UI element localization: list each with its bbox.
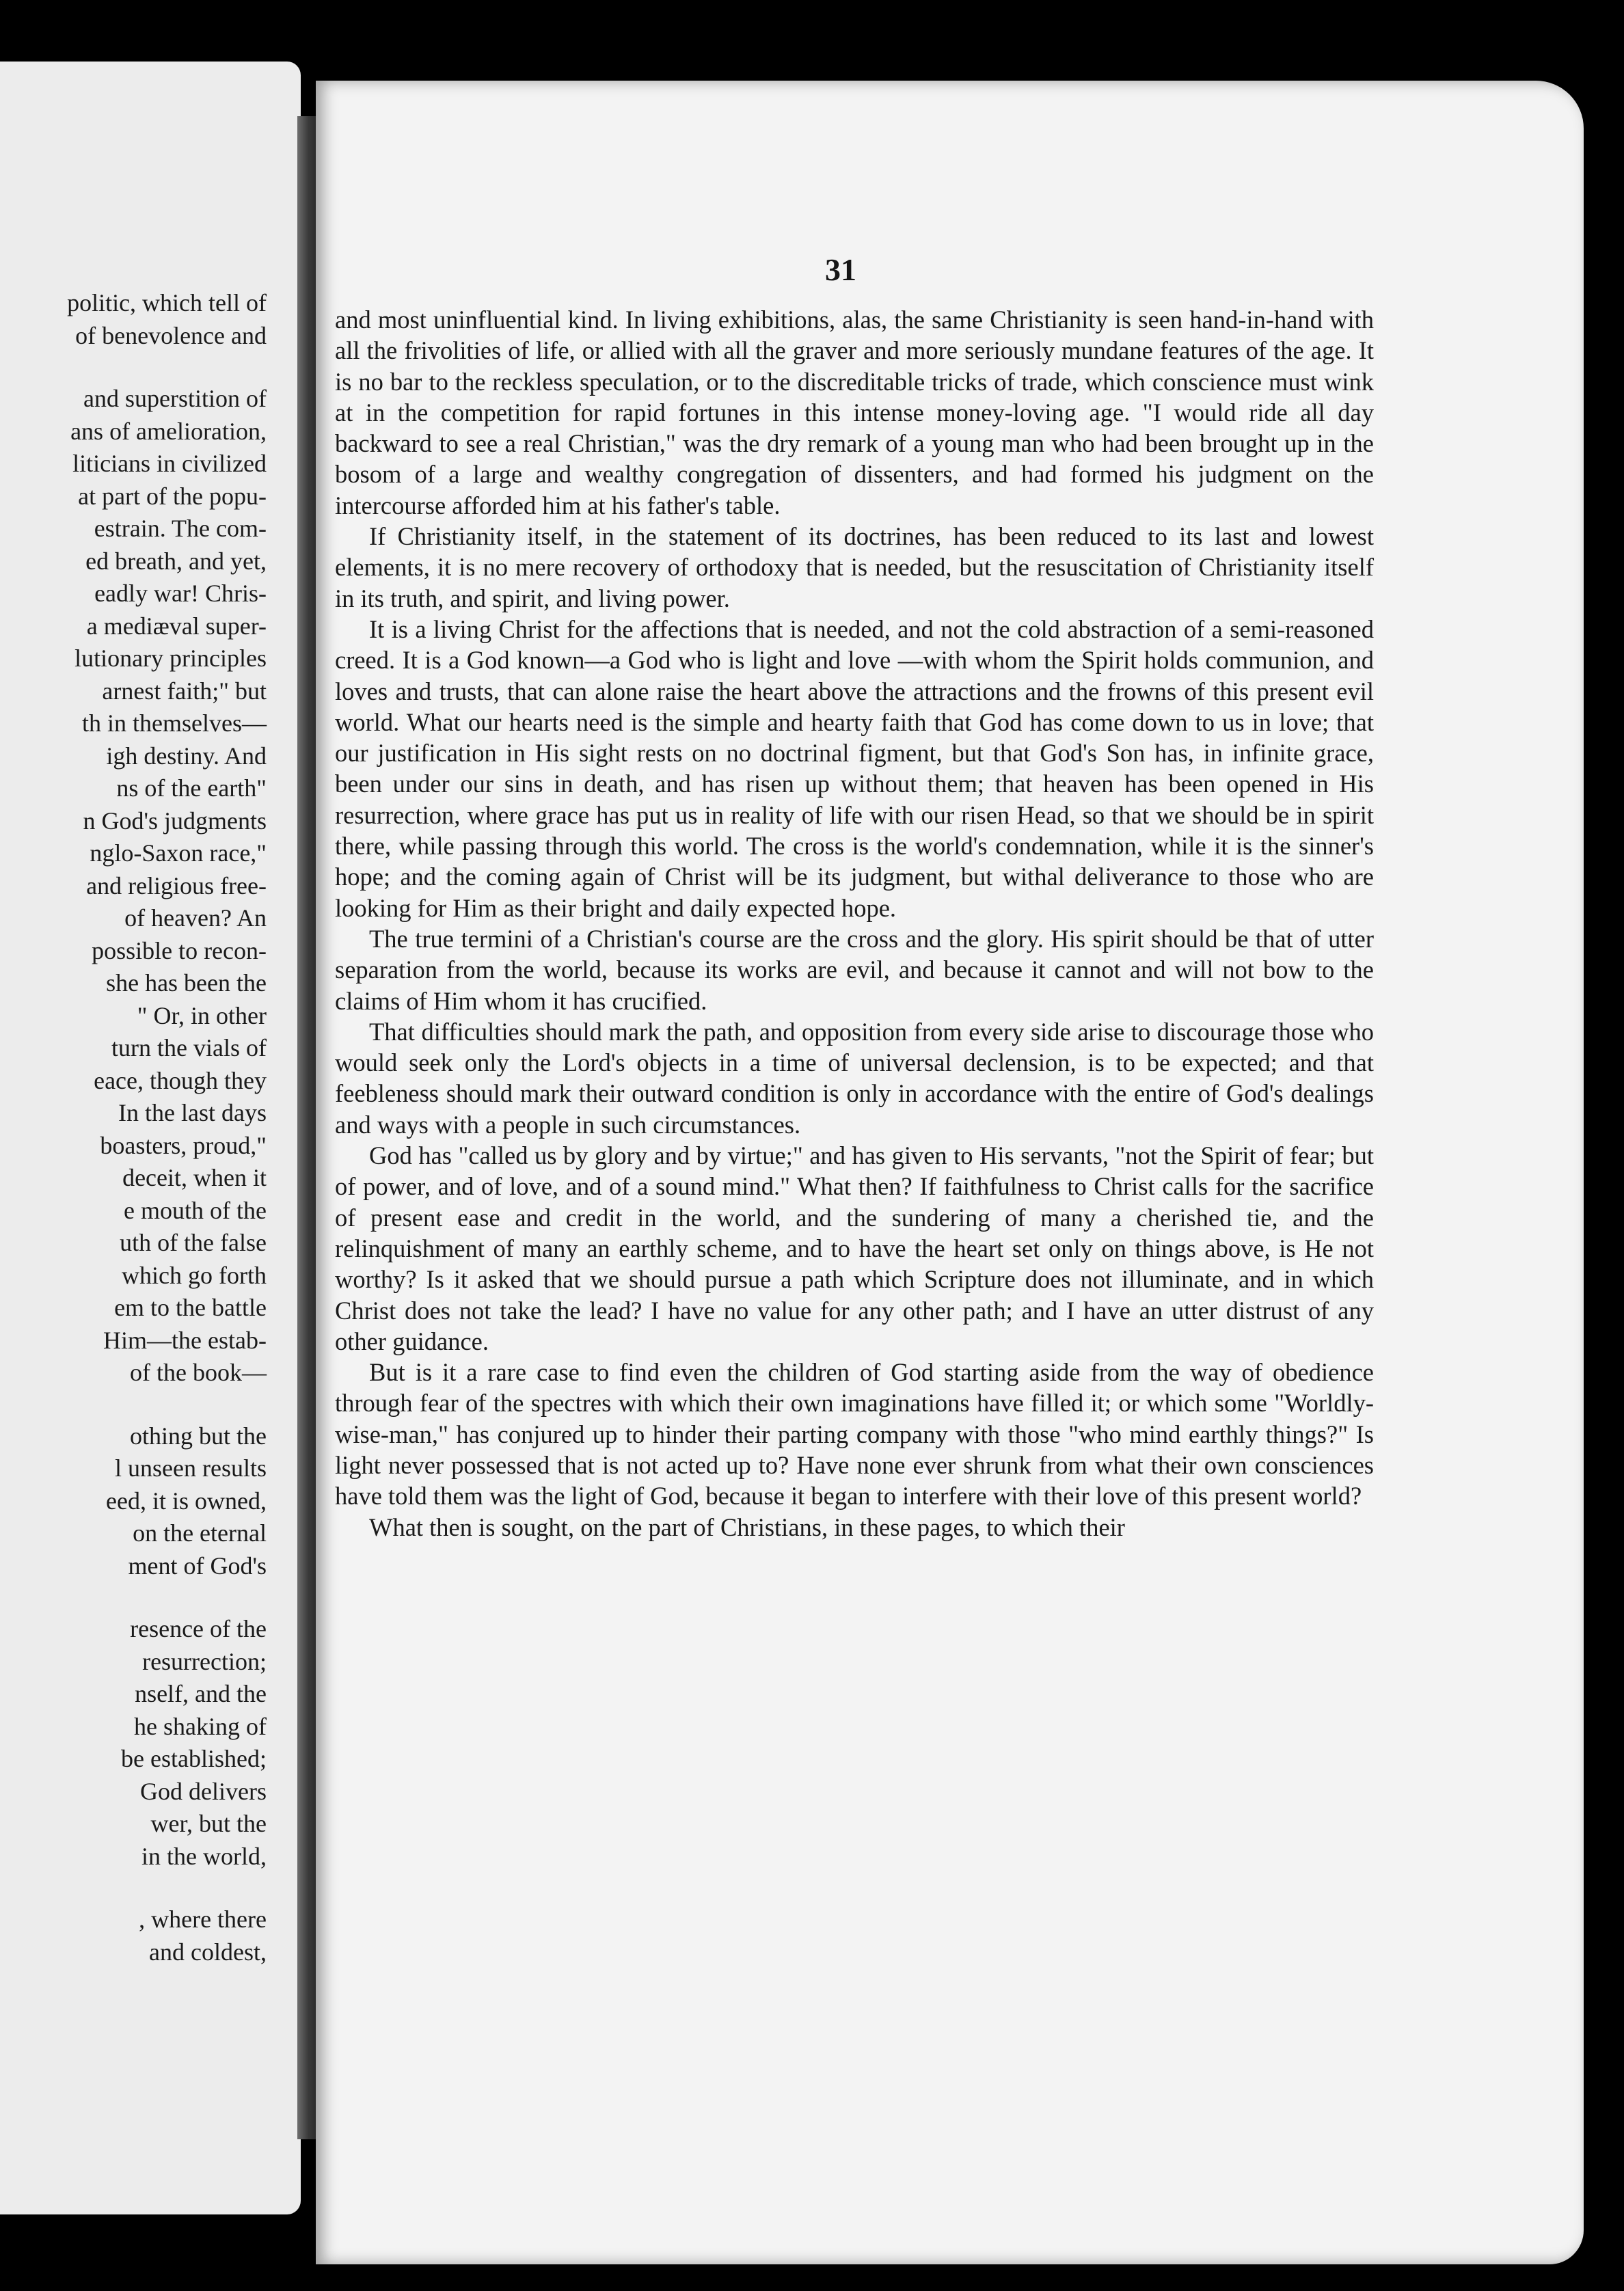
left-page-line: a mediæval super- [86, 612, 267, 640]
left-page-line [0, 1389, 267, 1420]
left-page-line: liticians in civilized [72, 450, 267, 477]
left-page-line: boasters, proud," [100, 1131, 267, 1159]
left-facing-page [0, 62, 301, 2214]
left-page-line: wer, but the [150, 1810, 267, 1837]
paragraph-2: If Christianity itself, in the statement of its doctrines, has been reduced to its last and lowest elements, it is no mere recovery of orthodoxy that is needed, but the resuscitation of Christianity itself in its truth, and spirit, and living power. [335, 522, 1374, 612]
left-page-line: uth of the false [120, 1229, 267, 1256]
left-page-line: estrain. The com- [94, 515, 267, 542]
page-number: 31 [825, 252, 856, 287]
left-page-line: In the last days [118, 1099, 267, 1126]
left-page-line: em to the battle [114, 1294, 267, 1321]
left-page-line: eace, though they [94, 1066, 267, 1094]
left-page-line: ment of God's [128, 1551, 267, 1580]
left-page-text [0, 287, 267, 1968]
paragraph-7: But is it a rare case to find even the children of God starting aside from the way of obedience through fear of the spectres with which their own imaginations have filled it; or which some "Worldly-wise-man," has conjured up to hinder their parting company with those "who mind earthly things?" Is light never possessed that is not acted up to? Have none ever shrunk from what their own consciences have told them was the light of God, because it began to interfere with their love of this present world? [335, 1358, 1374, 1510]
left-page-line: othing but the [130, 1422, 267, 1450]
left-page-line: l unseen results [115, 1454, 267, 1482]
left-page-line: possible to recon- [92, 936, 267, 964]
paragraph-1: and most uninfluential kind. In living exhibitions, alas, the same Christianity is seen hand-in-hand with all the frivolities of life, or allied with all the graver and more seriously mundane features of the age. It is no bar to the reckless speculation, or to the discreditable tricks of trade, which conscience must wink at in the competition for rapid fortunes in this intense money-loving age. "I would ride all day backward to see a real Christian," was the dry remark of a young man who had been brought up in the bosom of a large and wealthy congregation of dissenters, and had formed his judgment on the intercourse afforded him at his father's table. [335, 306, 1374, 519]
paragraph-5: That difficulties should mark the path, and opposition from every side arise to discourage those who would seek only the Lord's objects in a time of universal declension, is to be expected; and that feebleness should mark their outward condition is only in accordance with the entire of God's dealings and ways with a people in such circumstances. [335, 1017, 1374, 1139]
left-page-line: e mouth of the [124, 1196, 267, 1224]
left-page-line: be established; [121, 1745, 267, 1772]
left-page-line: ed breath, and yet, [85, 547, 267, 575]
left-page-line [0, 1582, 267, 1613]
left-page-line: ns of the earth" [116, 774, 267, 802]
left-page-line: politic, which tell of [67, 289, 267, 316]
left-page-line: of heaven? An [124, 904, 267, 932]
left-page-line: and religious free- [86, 871, 267, 899]
left-page-line: deceit, when it [122, 1164, 267, 1191]
left-page-line: she has been the [106, 969, 267, 997]
left-page-line: ans of amelioration, [70, 417, 267, 445]
left-page-line: at part of the popu- [78, 482, 267, 510]
left-page-line: n God's judgments [83, 806, 267, 835]
left-page-line [0, 352, 267, 383]
left-page-line: he shaking of [134, 1712, 267, 1740]
left-page-line: resence of the [130, 1615, 267, 1642]
left-page-line: nglo-Saxon race," [90, 839, 267, 867]
left-page-line: in the world, [141, 1842, 267, 1870]
left-page-line: and superstition of [83, 385, 267, 412]
main-text-block [335, 304, 1374, 1543]
left-page-line: turn the vials of [111, 1034, 267, 1061]
left-page-line: of benevolence and [75, 321, 267, 349]
left-page-line: God delivers [140, 1777, 267, 1805]
paragraph-3: It is a living Christ for the affections that is needed, and not the cold abstraction of a semi-reasoned creed. It is a God known—a God who is light and love —with whom the Spirit holds communion, and loves and trusts, that can alone raise the heart above the attractions and the frowns of this present evil world. What our hearts need is the simple and hearty faith that God has come down to us in love; that our justification in His sight rests on no doctrinal figment, but that God's Son has, in infinite grace, been under our sins in death, and has risen up without them; that heaven has been opened in His resurrection, where grace has put us in reality of life with our risen Head, so that we should be in spirit there, while passing through this world. The cross is the world's condemnation, while it is the sinner's hope; and the coming again of Christ will be its judgment, but withal deliverance to those who are looking for Him as their bright and daily expected hope. [335, 614, 1374, 922]
left-page-line: eadly war! Chris- [94, 580, 267, 607]
left-page-line: of the book— [130, 1359, 267, 1386]
left-page-line: eed, it is owned, [106, 1487, 267, 1515]
left-page-line: th in themselves— [82, 709, 267, 737]
left-page-line: which go forth [122, 1261, 267, 1289]
left-page-line: on the eternal [133, 1519, 267, 1547]
left-page-line: arnest faith;" but [102, 677, 267, 705]
left-page-line: Him—the estab- [103, 1326, 267, 1354]
left-page-line: and coldest, [149, 1938, 267, 1966]
left-page-line: nself, and the [135, 1680, 267, 1707]
left-page-line: lutionary principles [75, 645, 267, 672]
left-page-line: resurrection; [142, 1647, 267, 1675]
left-page-line: igh destiny. And [106, 742, 267, 770]
paragraph-8: What then is sought, on the part of Christians, in these pages, to which their [369, 1513, 1125, 1541]
paragraph-6: God has "called us by glory and by virtue;" and has given to His servants, "not the Spirit of fear; but of power, and of love, and of a sound mind." What then? If faithfulness to Christ calls for the sacrifice of present ease and credit in the world, and the sundering of many a cherished tie, and the relinquishment of many an earthly scheme, and to have the heart set only on things above, is He not worthy? Is it asked that we should pursue a path which Scripture does not illuminate, and in which Christ does not take the lead? I have no value for any other path; and I have an utter distrust of any other guidance. [335, 1141, 1374, 1355]
paragraph-4: The true termini of a Christian's course are the cross and the glory. His spirit should be that of utter separation from the world, because its works are evil, and because it cannot and will not bow to the claims of Him whom it has crucified. [335, 924, 1374, 1015]
left-page-line: , where there [139, 1906, 267, 1933]
left-page-line: " Or, in other [137, 1001, 267, 1029]
left-page-line [0, 1873, 267, 1903]
